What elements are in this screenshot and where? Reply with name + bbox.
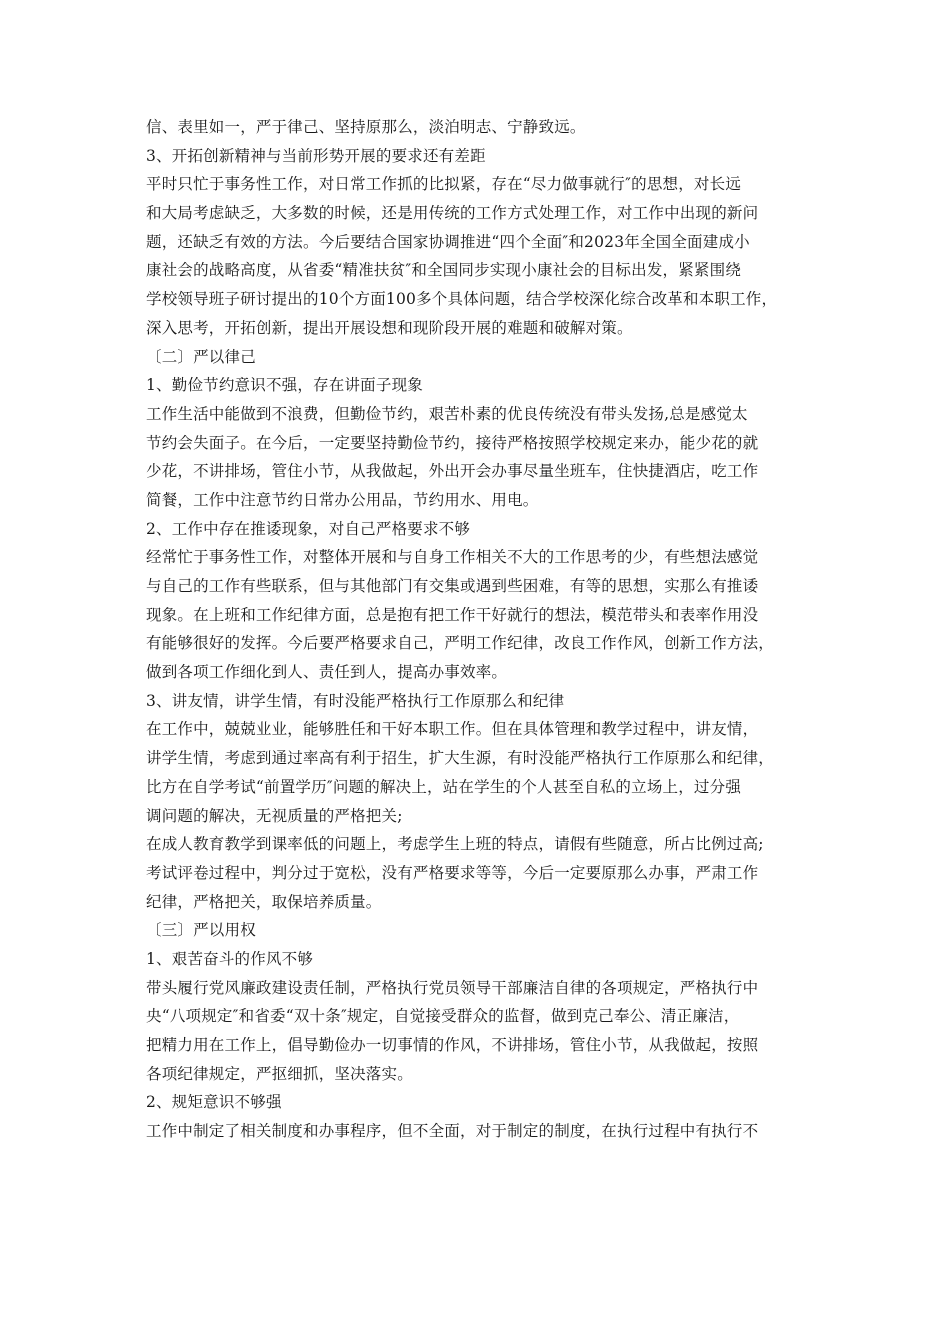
item-heading: 3、讲友情，讲学生情，有时没能严格执行工作原那么和纪律	[146, 691, 565, 710]
paragraph-line: 信、表里如一，严于律己、坚持原那么，淡泊明志、宁静致远。	[146, 118, 586, 136]
paragraph-line: 纪律，严格把关，取保培养质量。	[146, 892, 382, 911]
paragraph-line: 带头履行党风廉政建设责任制，严格执行党员领导干部廉洁自律的各项规定，严格执行中	[146, 978, 759, 997]
paragraph-line: 节约会失面子。在今后，一定要坚持勤俭节约，接待严格按照学校规定来办，能少花的就	[146, 433, 759, 452]
item-heading: 1、艰苦奋斗的作风不够	[146, 949, 314, 968]
paragraph-line: 考试评卷过程中，判分过于宽松，没有严格要求等等，今后一定要原那么办事，严肃工作	[146, 863, 759, 882]
paragraph-line: 深入思考，开拓创新，提出开展设想和现阶段开展的难题和破解对策。	[146, 318, 633, 337]
section-heading: 〔三〕严以用权	[146, 921, 256, 940]
paragraph-line: 比方在自学考试“前置学历″问题的解决上，站在学生的个人甚至自私的立场上，过分强	[146, 777, 742, 796]
paragraph-line: 在工作中，兢兢业业，能够胜任和干好本职工作。但在具体管理和教学过程中，讲友情，	[146, 720, 759, 739]
paragraph-line: 题，还缺乏有效的方法。今后要结合国家协调推进“四个全面″和2023年全国全面建成小	[146, 232, 750, 251]
paragraph-line: 有能够很好的发挥。今后要严格要求自己，严明工作纪律，改良工作作风，创新工作方法，	[146, 634, 775, 653]
item-heading: 2、工作中存在推诿现象，对自己严格要求不够	[146, 519, 471, 538]
paragraph-line: 平时只忙于事务性工作，对日常工作抓的比拟紧，存在“尽力做事就行″的思想，对长远	[146, 175, 742, 194]
document-body	[146, 113, 814, 1146]
section-heading: 〔二〕严以律己	[146, 347, 256, 366]
paragraph-line: 工作生活中能做到不浪费，但勤俭节约，艰苦朴素的优良传统没有带头发扬,总是感觉太	[146, 404, 748, 423]
item-heading: 2、规矩意识不够强	[146, 1093, 282, 1112]
paragraph-line: 经常忙于事务性工作，对整体开展和与自身工作相关不大的工作思考的少，有些想法感觉	[146, 548, 759, 567]
paragraph-line: 讲学生情，考虑到通过率高有利于招生，扩大生源，有时没能严格执行工作原那么和纪律，	[146, 749, 775, 768]
paragraph-line: 与自己的工作有些联系，但与其他部门有交集或遇到些困难，有等的思想，实那么有推诿	[146, 577, 759, 595]
item-heading: 1、勤俭节约意识不强，存在讲面子现象	[146, 376, 423, 395]
paragraph-line: 学校领导班子研讨提出的10个方面100多个具体问题，结合学校深化综合改革和本职工作，	[146, 290, 778, 309]
paragraph-line: 在成人教育教学到课率低的问题上，考虑学生上班的特点，请假有些随意，所占比例过高;	[146, 835, 764, 854]
paragraph-line: 简餐，工作中注意节约日常办公用品，节约用水、用电。	[146, 490, 539, 509]
paragraph-line: 和大局考虑缺乏，大多数的时候，还是用传统的工作方式处理工作，对工作中出现的新问	[146, 204, 759, 223]
item-heading: 3、开拓创新精神与当前形势开展的要求还有差距	[146, 146, 486, 165]
paragraph-line: 把精力用在工作上，倡导勤俭办一切事情的作风，不讲排场，管住小节，从我做起，按照	[146, 1036, 759, 1054]
paragraph-line: 各项纪律规定，严抠细抓，坚决落实。	[146, 1064, 413, 1083]
paragraph-line: 做到各项工作细化到人、责任到人，提高办事效率。	[146, 663, 508, 682]
paragraph-line: 央“八项规定″和省委“双十条″规定，自觉接受群众的监督，做到克己奉公、清正廉洁，	[146, 1007, 740, 1026]
paragraph-line: 康社会的战略高度，从省委“精准扶贫″和全国同步实现小康社会的目标出发，紧紧围绕	[146, 261, 742, 280]
paragraph-line: 工作中制定了相关制度和办事程序，但不全面，对于制定的制度，在执行过程中有执行不	[146, 1122, 759, 1141]
paragraph-line: 调问题的解决，无视质量的严格把关;	[146, 806, 403, 825]
paragraph-line: 少花，不讲排场，管住小节，从我做起，外出开会办事尽量坐班车，住快捷酒店，吃工作	[146, 462, 759, 481]
paragraph-line: 现象。在上班和工作纪律方面，总是抱有把工作干好就行的想法，模范带头和表率作用没	[146, 605, 759, 624]
